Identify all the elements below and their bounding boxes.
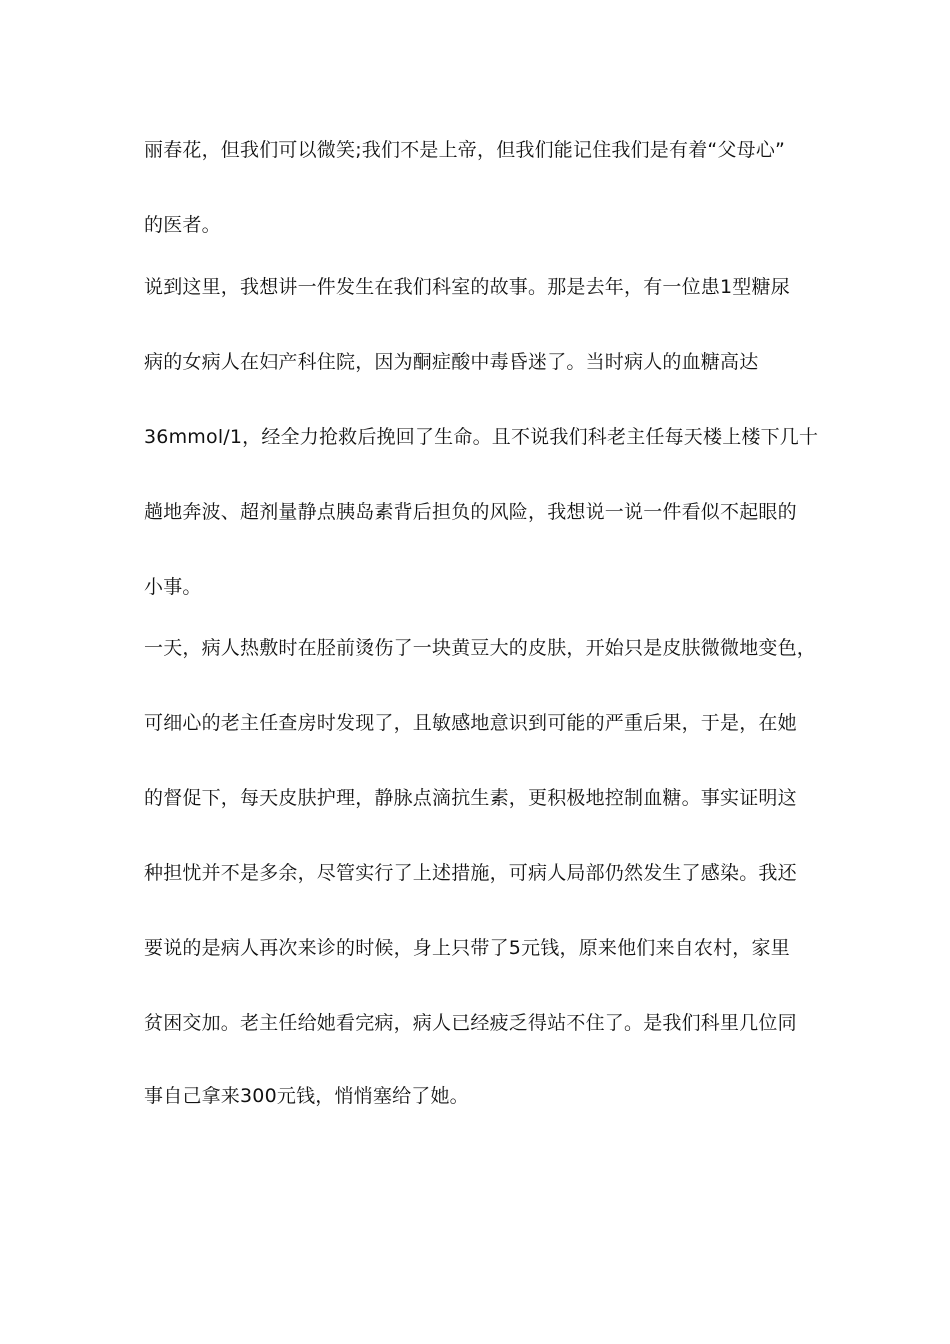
text-line: 事自己拿来300元钱，悄悄塞给了她。 [144,1085,469,1107]
text-line: 丽春花，但我们可以微笑;我们不是上帝，但我们能记住我们是有着“父母心” [144,139,786,161]
text-line: 要说的是病人再次来诊的时候，身上只带了5元钱，原来他们来自农村，家里 [144,937,790,959]
text-line: 说到这里，我想讲一件发生在我们科室的故事。那是去年，有一位患1型糖尿 [144,276,790,298]
text-line: 种担忧并不是多余，尽管实行了上述措施，可病人局部仍然发生了感染。我还 [144,862,797,884]
text-line: 36mmol/1，经全力抢救后挽回了生命。且不说我们科老主任每天楼上楼下几十 [144,426,819,448]
text-line: 一天，病人热敷时在胫前烫伤了一块黄豆大的皮肤，开始只是皮肤微微地变色， [144,637,817,659]
text-line: 小事。 [144,576,202,598]
text-line: 贫困交加。老主任给她看完病，病人已经疲乏得站不住了。是我们科里几位同 [144,1012,797,1034]
text-line: 病的女病人在妇产科住院，因为酮症酸中毒昏迷了。当时病人的血糖高达 [144,351,759,373]
text-line: 的医者。 [144,214,221,236]
text-line: 趟地奔波、超剂量静点胰岛素背后担负的风险，我想说一说一件看似不起眼的 [144,501,797,523]
text-line: 可细心的老主任查房时发现了，且敏感地意识到可能的严重后果，于是，在她 [144,712,797,734]
text-line: 的督促下，每天皮肤护理，静脉点滴抗生素，更积极地控制血糖。事实证明这 [144,787,797,809]
